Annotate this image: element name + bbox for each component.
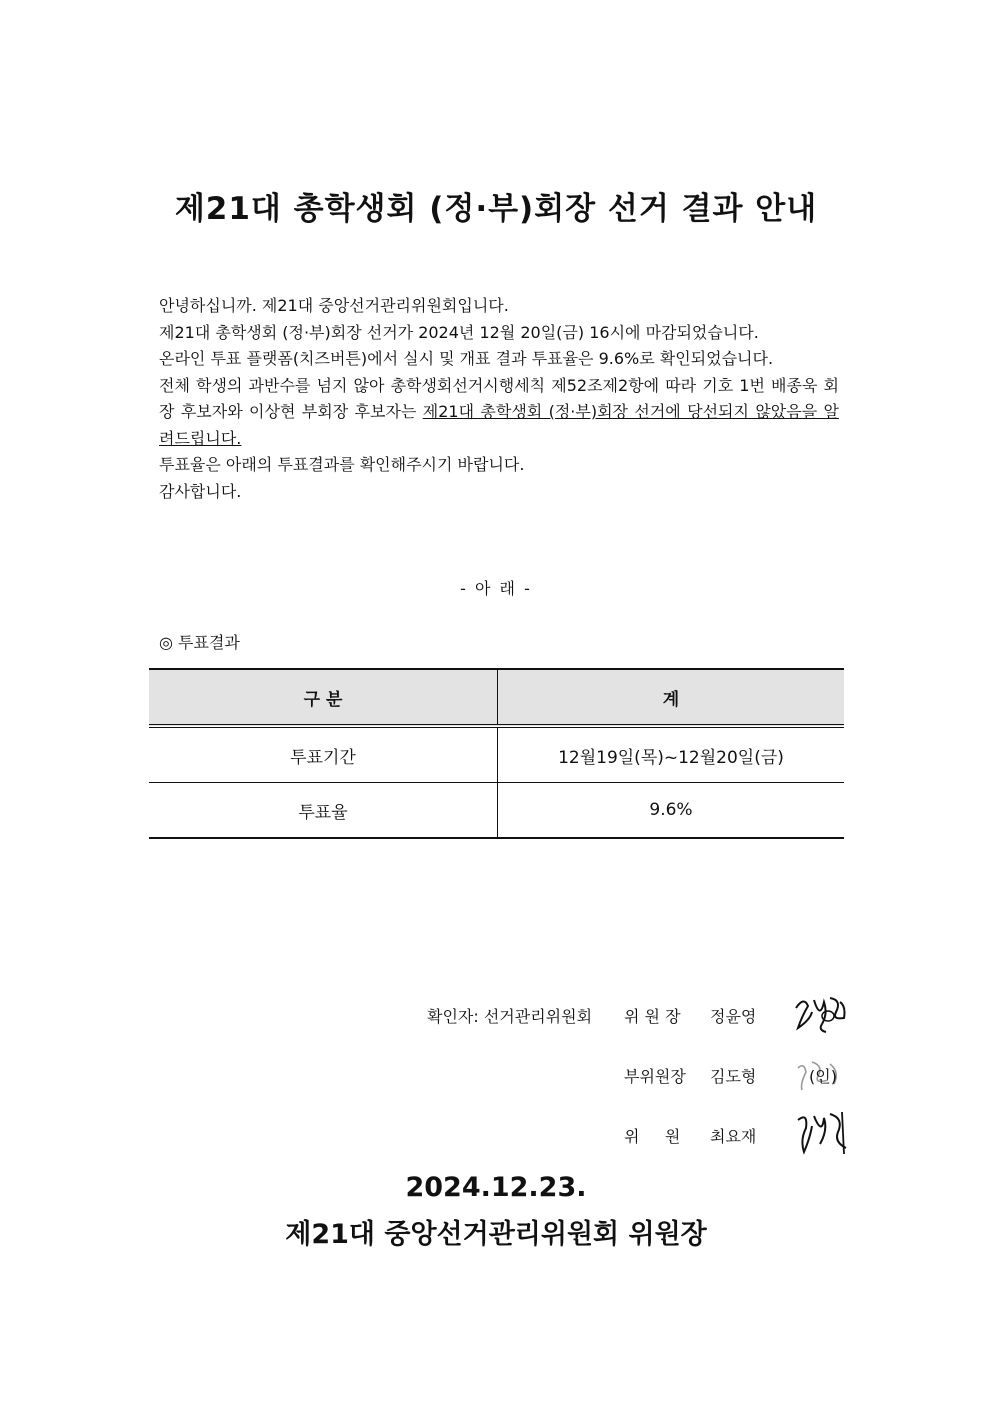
issue-date: 2024.12.23.: [405, 1172, 587, 1203]
vice-chair-role: 부위원장: [624, 1067, 686, 1086]
row-value: 9.6%: [498, 783, 845, 839]
thanks-line: 감사합니다.: [159, 481, 242, 501]
table-row: [149, 726, 844, 783]
table-row: [149, 783, 844, 839]
member-role: 위 원: [624, 1127, 681, 1146]
member-signature-icon: [794, 1108, 850, 1158]
chair-name: 정윤영: [710, 1007, 757, 1026]
header-category: 구 분: [149, 669, 498, 726]
row-label: 투표기간: [149, 726, 498, 783]
confirmer-label: 확인자: 선거관리위원회: [427, 1007, 593, 1026]
row-label: 투표율: [149, 783, 498, 839]
greeting-line: 안녕하십니까. 제21대 중앙선거관리위원회입니다.: [159, 296, 509, 315]
vote-result-table: [149, 668, 844, 839]
member-name: 최요재: [710, 1127, 757, 1146]
turnout-line: 온라인 투표 플랫폼(치즈버튼)에서 실시 및 개표 결과 투표율은 9.6%로 확인되었습니다.: [159, 349, 774, 368]
deadline-line: 제21대 총학생회 (정·부)회장 선거가 2024년 12월 20일(금) 16시에 마감되었습니다.: [159, 322, 759, 342]
chair-role: 위 원 장: [624, 1007, 681, 1026]
result-underlined-text: 제21대 총학생회 (정·부)회장 선거에 당선되지 않았음을 알려드립니다.: [159, 402, 839, 448]
row-value: 12월19일(목)~12월20일(금): [498, 726, 845, 783]
request-line: 투표율은 아래의 투표결과를 확인해주시기 바랍니다.: [159, 455, 525, 474]
issuer-committee: 제21대 중앙선거관리위원회 위원장: [285, 1219, 707, 1250]
vice-chair-name: 김도형: [710, 1067, 757, 1086]
vote-result-label: ◎ 투표결과: [159, 633, 240, 652]
result-text: 전체 학생의 과반수를 넘지 않아 총학생회선거시행세칙 제52조제2항에 따라 기호 1번 배종욱 회장 후보자와 이상현 부회장 후보자는: [159, 375, 839, 421]
seal-mark: (인): [809, 1067, 837, 1086]
header-total: 계: [498, 669, 845, 726]
details-heading: - 아 래 -: [460, 579, 532, 598]
chair-signature-icon: [790, 990, 850, 1038]
result-line: [159, 373, 839, 453]
table-header-row: [149, 669, 844, 726]
document-title: 제21대 총학생회 (정·부)회장 선거 결과 안내: [174, 191, 818, 227]
announcement-body: [159, 293, 839, 505]
